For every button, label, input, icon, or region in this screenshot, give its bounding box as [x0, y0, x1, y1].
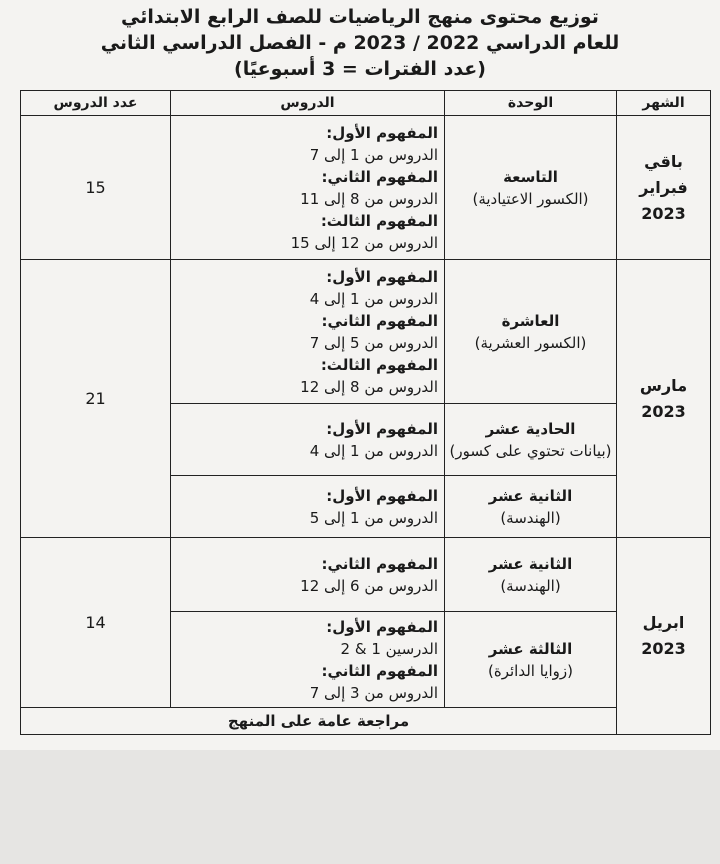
- month-cell: [617, 538, 711, 735]
- month-cell: [617, 260, 711, 538]
- unit-name: الثالثة عشر: [488, 639, 573, 658]
- curriculum-table: [20, 90, 711, 735]
- lesson-range: الدرسين 1 & 2: [340, 639, 438, 658]
- concept-label: المفهوم الثالث:: [320, 355, 438, 374]
- lessons-cell: [171, 612, 445, 708]
- table-header-row: [21, 91, 711, 116]
- lessons-cell: [171, 538, 445, 612]
- column-header-count: عدد الدروس: [21, 91, 171, 116]
- lesson-count: 14: [21, 538, 171, 708]
- concept-label: المفهوم الثاني:: [321, 311, 438, 330]
- lesson-range: الدروس من 8 إلى 12: [300, 377, 438, 396]
- table-row: [21, 538, 711, 612]
- unit-cell: [445, 260, 617, 404]
- unit-name: التاسعة: [503, 167, 558, 186]
- concept-label: المفهوم الثالث:: [320, 211, 438, 230]
- unit-subtitle: (بيانات تحتوي على كسور): [449, 441, 612, 460]
- lesson-range: الدروس من 1 إلى 7: [309, 145, 438, 164]
- lesson-range: الدروس من 8 إلى 11: [300, 189, 438, 208]
- concept-label: المفهوم الثاني:: [321, 554, 438, 573]
- column-header-unit: الوحدة: [445, 91, 617, 116]
- general-review: مراجعة عامة على المنهج: [21, 708, 617, 735]
- unit-cell: [445, 476, 617, 538]
- month-name: مارس: [639, 375, 688, 395]
- unit-cell: [445, 116, 617, 260]
- month-year: 2023: [641, 203, 686, 223]
- unit-subtitle: (الكسور العشرية): [474, 333, 587, 352]
- periods-note: (عدد الفترات = 3 أسبوعيًا): [234, 58, 486, 80]
- column-header-month: الشهر: [617, 91, 711, 116]
- unit-cell: [445, 538, 617, 612]
- lessons-cell: [171, 476, 445, 538]
- lesson-range: الدروس من 6 إلى 12: [300, 576, 438, 595]
- month-year: 2023: [641, 639, 686, 658]
- unit-subtitle: (الهندسة): [500, 576, 561, 595]
- month-name: ابريل: [642, 613, 685, 632]
- lesson-count: 15: [21, 116, 171, 260]
- lesson-count: 21: [21, 260, 171, 538]
- concept-label: المفهوم الأول:: [326, 267, 438, 286]
- month-name: باقي فبراير: [639, 151, 688, 197]
- lesson-range: الدروس من 12 إلى 15: [290, 233, 438, 252]
- document-title: توزيع محتوى منهج الرياضيات للصف الرابع الابتدائي: [121, 6, 599, 28]
- table-row: [21, 708, 711, 735]
- concept-label: المفهوم الأول:: [326, 617, 438, 636]
- month-cell: [617, 116, 711, 260]
- column-header-lessons: الدروس: [171, 91, 445, 116]
- unit-cell: [445, 612, 617, 708]
- unit-name: الحادية عشر: [485, 419, 576, 438]
- concept-label: المفهوم الأول:: [326, 486, 438, 505]
- unit-cell: [445, 404, 617, 476]
- concept-label: المفهوم الأول:: [326, 123, 438, 142]
- unit-name: الثانية عشر: [488, 486, 573, 505]
- unit-name: الثانية عشر: [488, 554, 573, 573]
- document-subtitle: للعام الدراسي 2022 / 2023 م - الفصل الدراسي الثاني: [100, 32, 620, 54]
- lesson-range: الدروس من 1 إلى 4: [309, 289, 438, 308]
- lessons-cell: [171, 260, 445, 404]
- concept-label: المفهوم الأول:: [326, 419, 438, 438]
- unit-name: العاشرة: [501, 311, 560, 330]
- table-row: [21, 260, 711, 404]
- lessons-cell: [171, 116, 445, 260]
- table-row: [21, 116, 711, 260]
- lesson-range: الدروس من 1 إلى 5: [309, 508, 438, 527]
- unit-subtitle: (الكسور الاعتيادية): [472, 189, 589, 208]
- unit-subtitle: (الهندسة): [500, 508, 561, 527]
- lessons-cell: [171, 404, 445, 476]
- lesson-range: الدروس من 5 إلى 7: [309, 333, 438, 352]
- concept-label: المفهوم الثاني:: [321, 167, 438, 186]
- month-year: 2023: [641, 401, 686, 421]
- concept-label: المفهوم الثاني:: [321, 661, 438, 680]
- lesson-range: الدروس من 1 إلى 4: [309, 441, 438, 460]
- lesson-range: الدروس من 3 إلى 7: [309, 683, 438, 702]
- unit-subtitle: (زوايا الدائرة): [488, 661, 573, 680]
